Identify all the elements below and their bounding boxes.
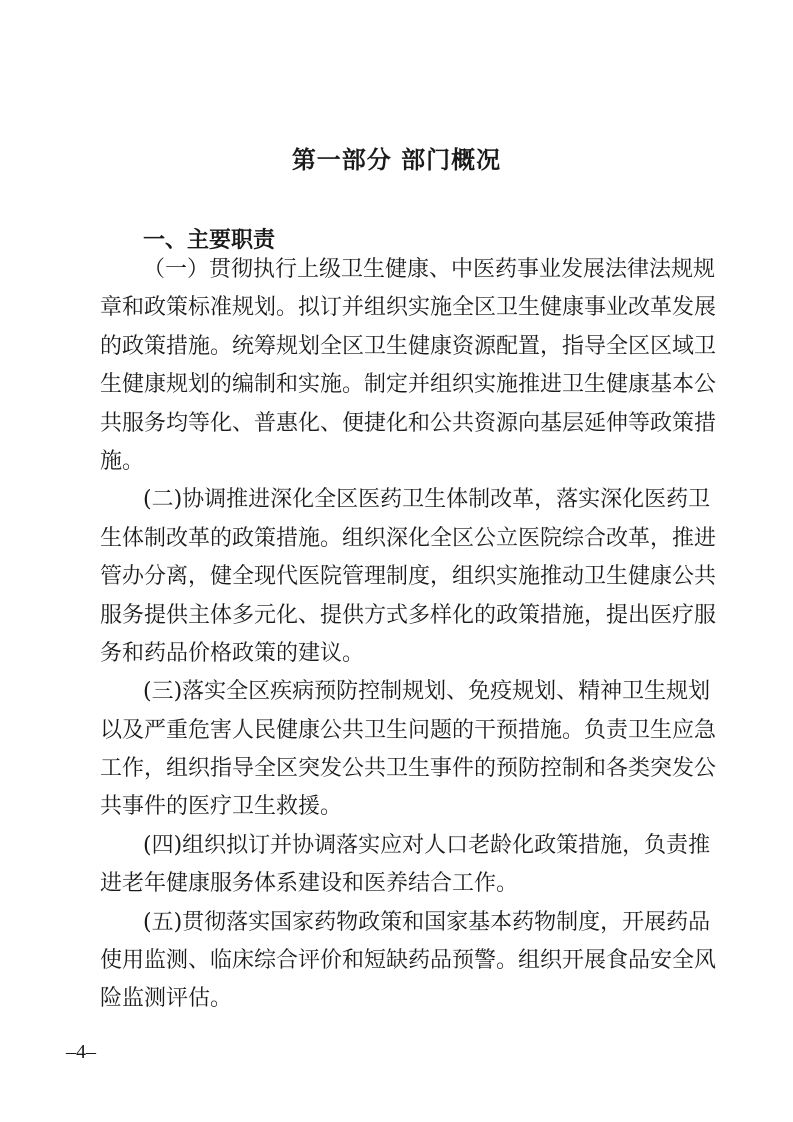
paragraph-line: 管办分离，健全现代医院管理制度，组织实施推动卫生健康公共 <box>100 564 717 590</box>
paragraph-line: 以及严重危害人民健康公共卫生问题的干预措施。负责卫生应急 <box>100 717 717 743</box>
document-body <box>100 251 717 1019</box>
page-number: –4– <box>66 1041 96 1063</box>
paragraph-line: (三)落实全区疾病预防控制规划、免疫规划、精神卫生规划 <box>143 679 711 705</box>
page-title: 第一部分 部门概况 <box>291 146 502 174</box>
paragraph-line: 的政策措施。统筹规划全区卫生健康资源配置，指导全区区域卫 <box>100 333 717 359</box>
paragraph-line: 服务提供主体多元化、提供方式多样化的政策措施，提出医疗服 <box>100 602 717 628</box>
paragraph-line: 施。 <box>100 448 145 474</box>
paragraph-line: 生健康规划的编制和实施。制定并组织实施推进卫生健康基本公 <box>100 372 717 398</box>
paragraph-line: 险监测评估。 <box>100 986 233 1012</box>
paragraph-line: (二)协调推进深化全区医药卫生体制改革，落实深化医药卫 <box>143 487 711 513</box>
paragraph-line: 共服务均等化、普惠化、便捷化和公共资源向基层延伸等政策措 <box>100 410 717 436</box>
paragraph-line: 务和药品价格政策的建议。 <box>100 640 365 666</box>
paragraph-line: 生体制改革的政策措施。组织深化全区公立医院综合改革，推进 <box>100 525 717 551</box>
paragraph-line: 使用监测、临床综合评价和短缺药品预警。组织开展食品安全风 <box>100 948 717 974</box>
paragraph-line: 共事件的医疗卫生救援。 <box>100 794 343 820</box>
paragraph-line: 进老年健康服务体系建设和医养结合工作。 <box>100 871 519 897</box>
section-heading: 一、主要职责 <box>143 228 276 253</box>
paragraph-line: (五)贯彻落实国家药物政策和国家基本药物制度，开展药品 <box>143 909 711 935</box>
paragraph-line: （一）贯彻执行上级卫生健康、中医药事业发展法律法规规 <box>143 257 716 282</box>
paragraph-line: 工作，组织指导全区突发公共卫生事件的预防控制和各类突发公 <box>100 756 717 782</box>
paragraph-line: (四)组织拟订并协调落实应对人口老龄化政策措施，负责推 <box>143 832 711 858</box>
paragraph-line: 章和政策标准规划。拟订并组织实施全区卫生健康事业改革发展 <box>100 295 717 321</box>
